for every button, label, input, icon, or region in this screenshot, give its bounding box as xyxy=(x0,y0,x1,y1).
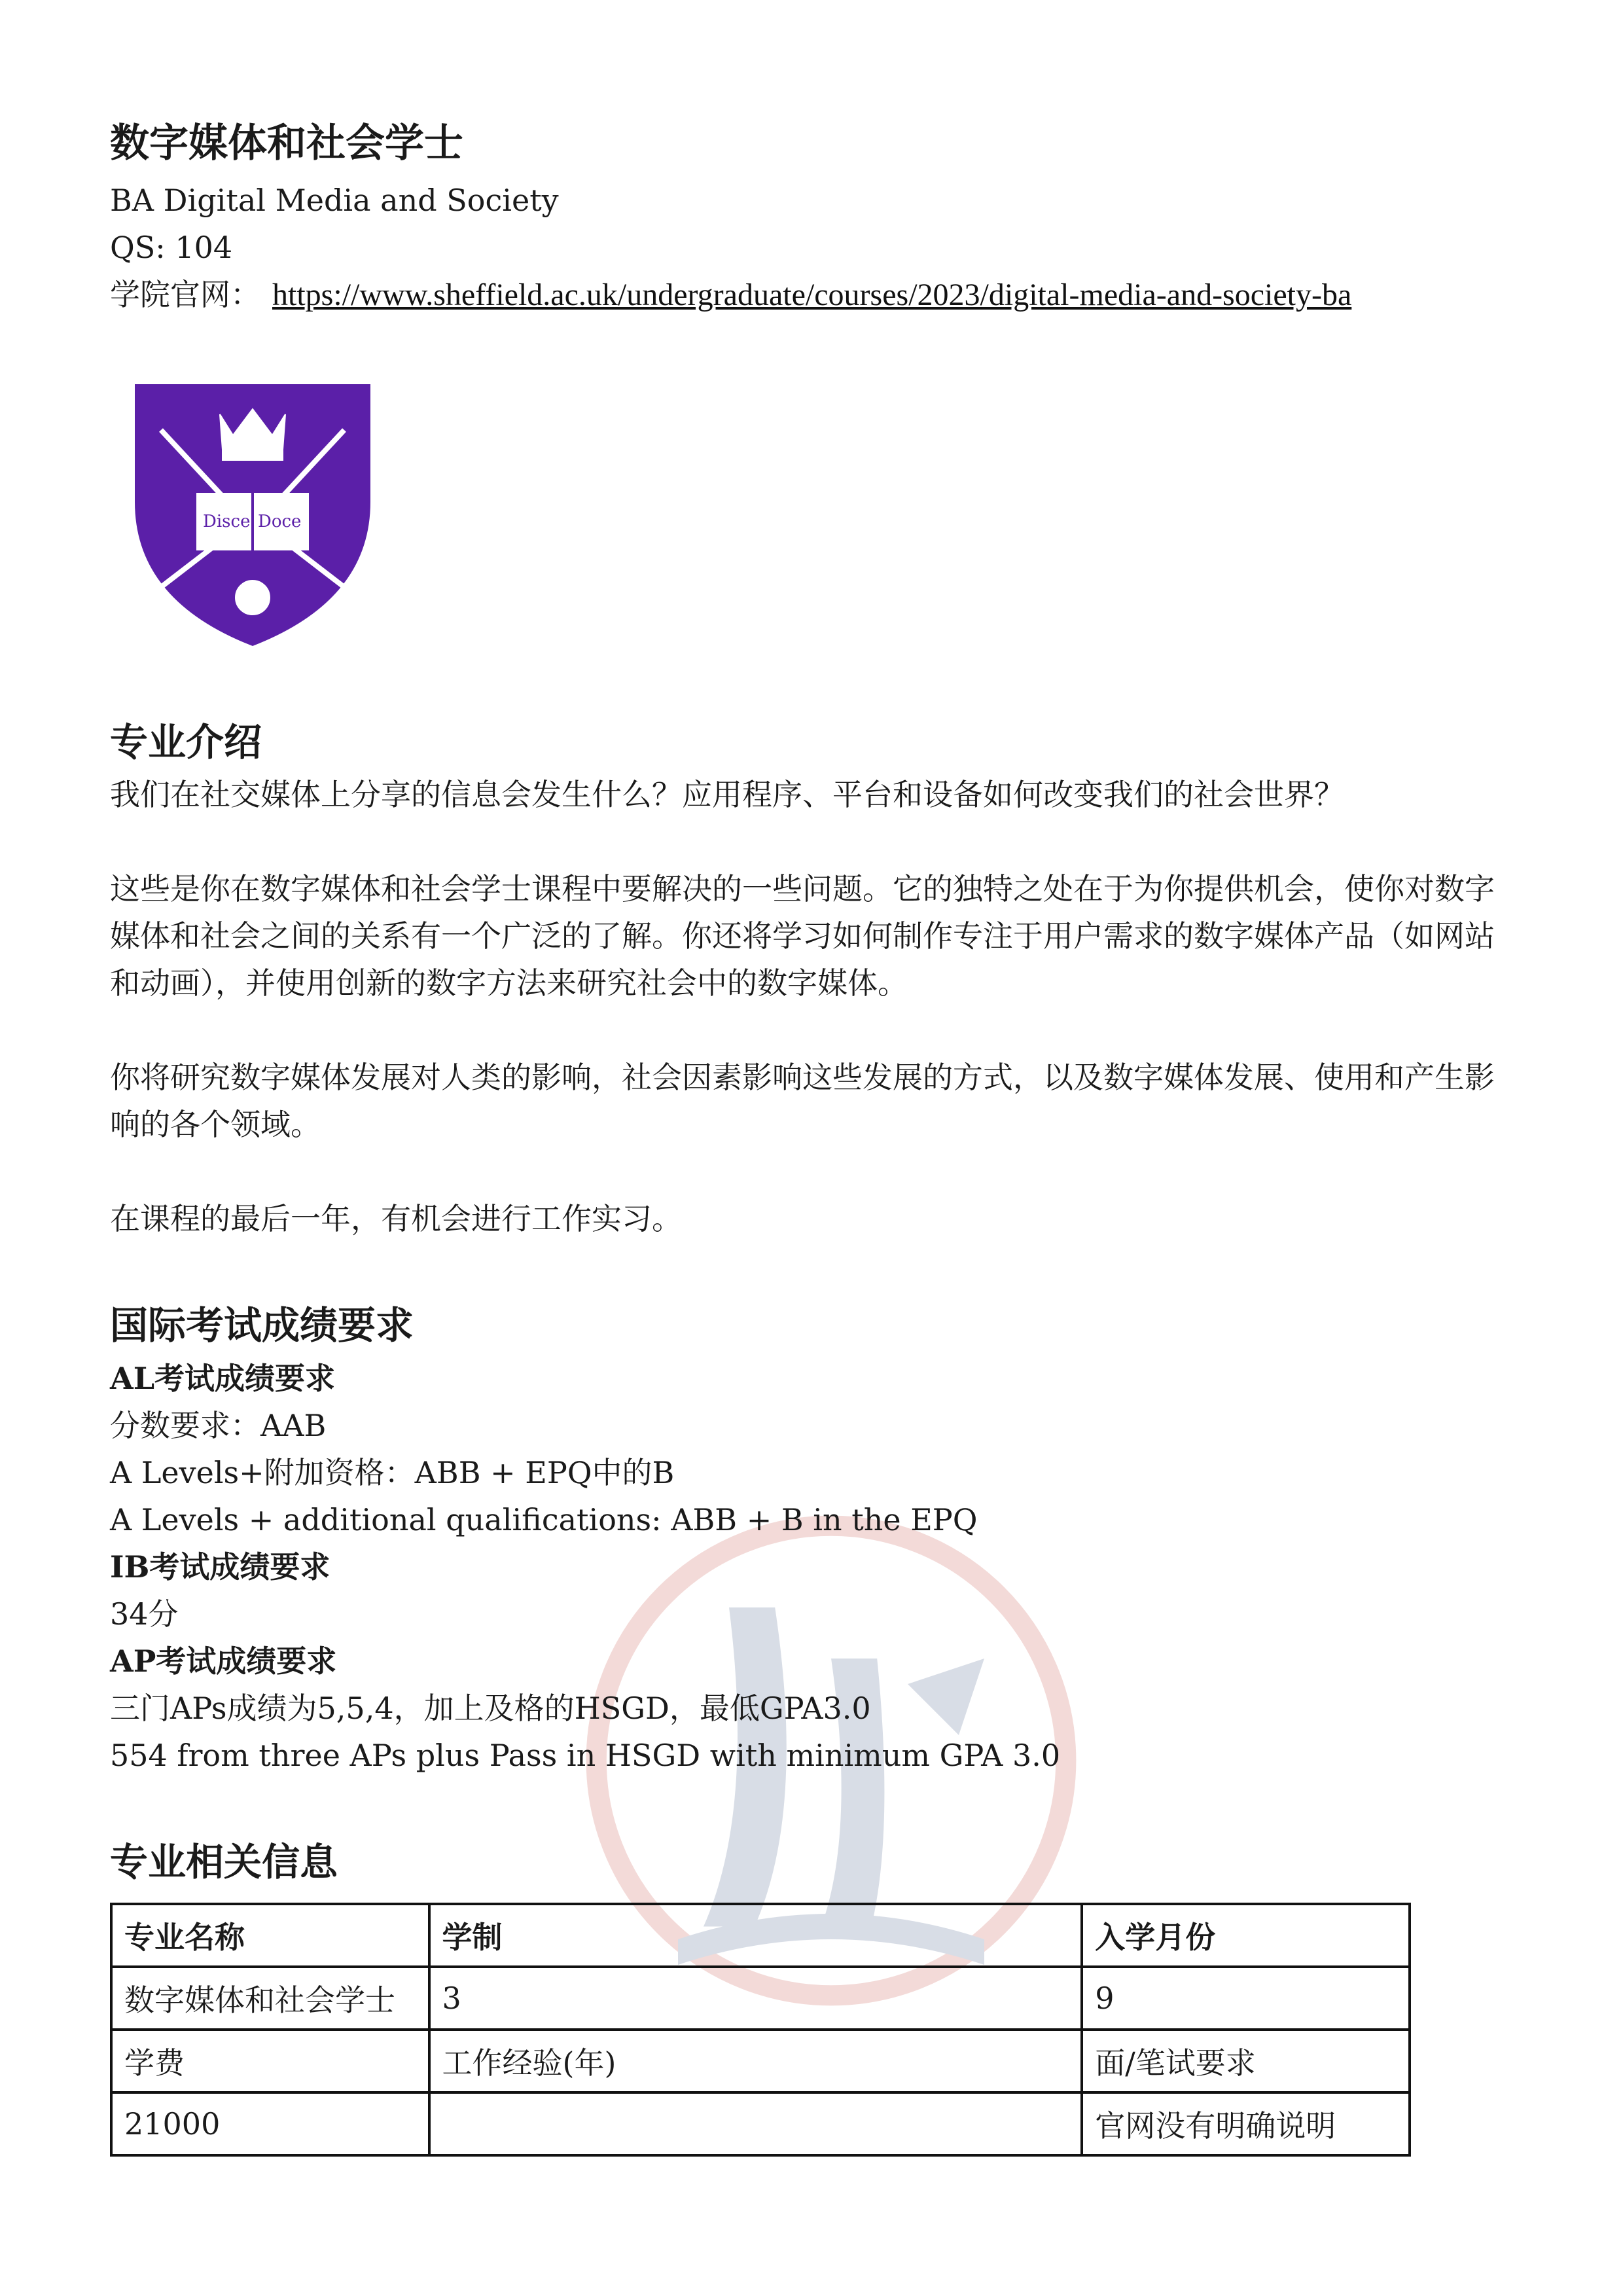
table-cell: 数字媒体和社会学士 xyxy=(111,1967,429,2030)
content xyxy=(110,118,1524,2157)
intro-heading: 专业介绍 xyxy=(110,720,262,764)
info-heading: 专业相关信息 xyxy=(110,1839,338,1884)
course-info-table xyxy=(110,1903,1411,2157)
table-header-row xyxy=(111,1904,1410,1967)
table-cell: 专业名称 xyxy=(111,1904,429,1967)
intro-paragraph-2: 这些是你在数字媒体和社会学士课程中要解决的一些问题。它的独特之处在于为你提供机会，使你对数字媒体和社会之间的关系有一个广泛的了解。你还将学习如何制作专注于用户需求的数字媒体产品（如网站和动画），并使用创新的数字方法来研究社会中的数字媒体。 xyxy=(110,871,1495,1001)
university-crest-icon xyxy=(128,378,377,653)
requirements-heading: 国际考试成绩要求 xyxy=(110,1303,414,1348)
crest-motto-left: Disce xyxy=(203,512,251,531)
website-row xyxy=(110,271,1524,319)
ib-heading: IB考试成绩要求 xyxy=(110,1549,330,1585)
intro-paragraph-4: 在课程的最后一年，有机会进行工作实习。 xyxy=(110,1201,682,1237)
table-cell xyxy=(429,2092,1082,2155)
al-line-1: 分数要求：AAB xyxy=(110,1407,327,1443)
table-cell: 学制 xyxy=(429,1904,1082,1967)
intro-body xyxy=(110,771,1524,1242)
table-cell: 官网没有明确说明 xyxy=(1082,2092,1410,2155)
al-line-2: A Levels+附加资格：ABB + EPQ中的B xyxy=(110,1454,675,1490)
table-row xyxy=(111,2030,1410,2092)
ap-line-2: 554 from three APs plus Pass in HSGD with minimum GPA 3.0 xyxy=(110,1737,1061,1773)
website-label: 学院官网： xyxy=(110,277,260,312)
ib-line-1: 34分 xyxy=(110,1596,179,1632)
al-line-3: A Levels + additional qualifications: ABB + B in the EPQ xyxy=(110,1501,978,1537)
table-cell: 学费 xyxy=(111,2030,429,2092)
table-cell: 9 xyxy=(1082,1967,1410,2030)
website-link[interactable]: https://www.sheffield.ac.uk/undergraduate/courses/2023/digital-media-and-society-ba xyxy=(272,278,1352,312)
crest-motto-right: Doce xyxy=(258,512,302,531)
table-row xyxy=(111,1967,1410,2030)
table-cell: 面/笔试要求 xyxy=(1082,2030,1410,2092)
al-heading: AL考试成绩要求 xyxy=(110,1360,336,1396)
qs-ranking: QS: 104 xyxy=(110,230,233,265)
table-cell: 工作经验(年) xyxy=(429,2030,1082,2092)
table-cell: 21000 xyxy=(111,2092,429,2155)
course-title-en: BA Digital Media and Society xyxy=(110,183,559,218)
ap-line-1: 三门APs成绩为5,5,4，加上及格的HSGD，最低GPA3.0 xyxy=(110,1690,871,1726)
table-cell: 入学月份 xyxy=(1082,1904,1410,1967)
table-cell: 3 xyxy=(429,1967,1082,2030)
intro-paragraph-1: 我们在社交媒体上分享的信息会发生什么？应用程序、平台和设备如何改变我们的社会世界？ xyxy=(110,777,1344,813)
course-title-cn: 数字媒体和社会学士 xyxy=(110,120,463,166)
ap-heading: AP考试成绩要求 xyxy=(110,1643,337,1679)
table-row xyxy=(111,2092,1410,2155)
intro-paragraph-3: 你将研究数字媒体发展对人类的影响，社会因素影响这些发展的方式，以及数字媒体发展、使用和产生影响的各个领域。 xyxy=(110,1060,1495,1143)
